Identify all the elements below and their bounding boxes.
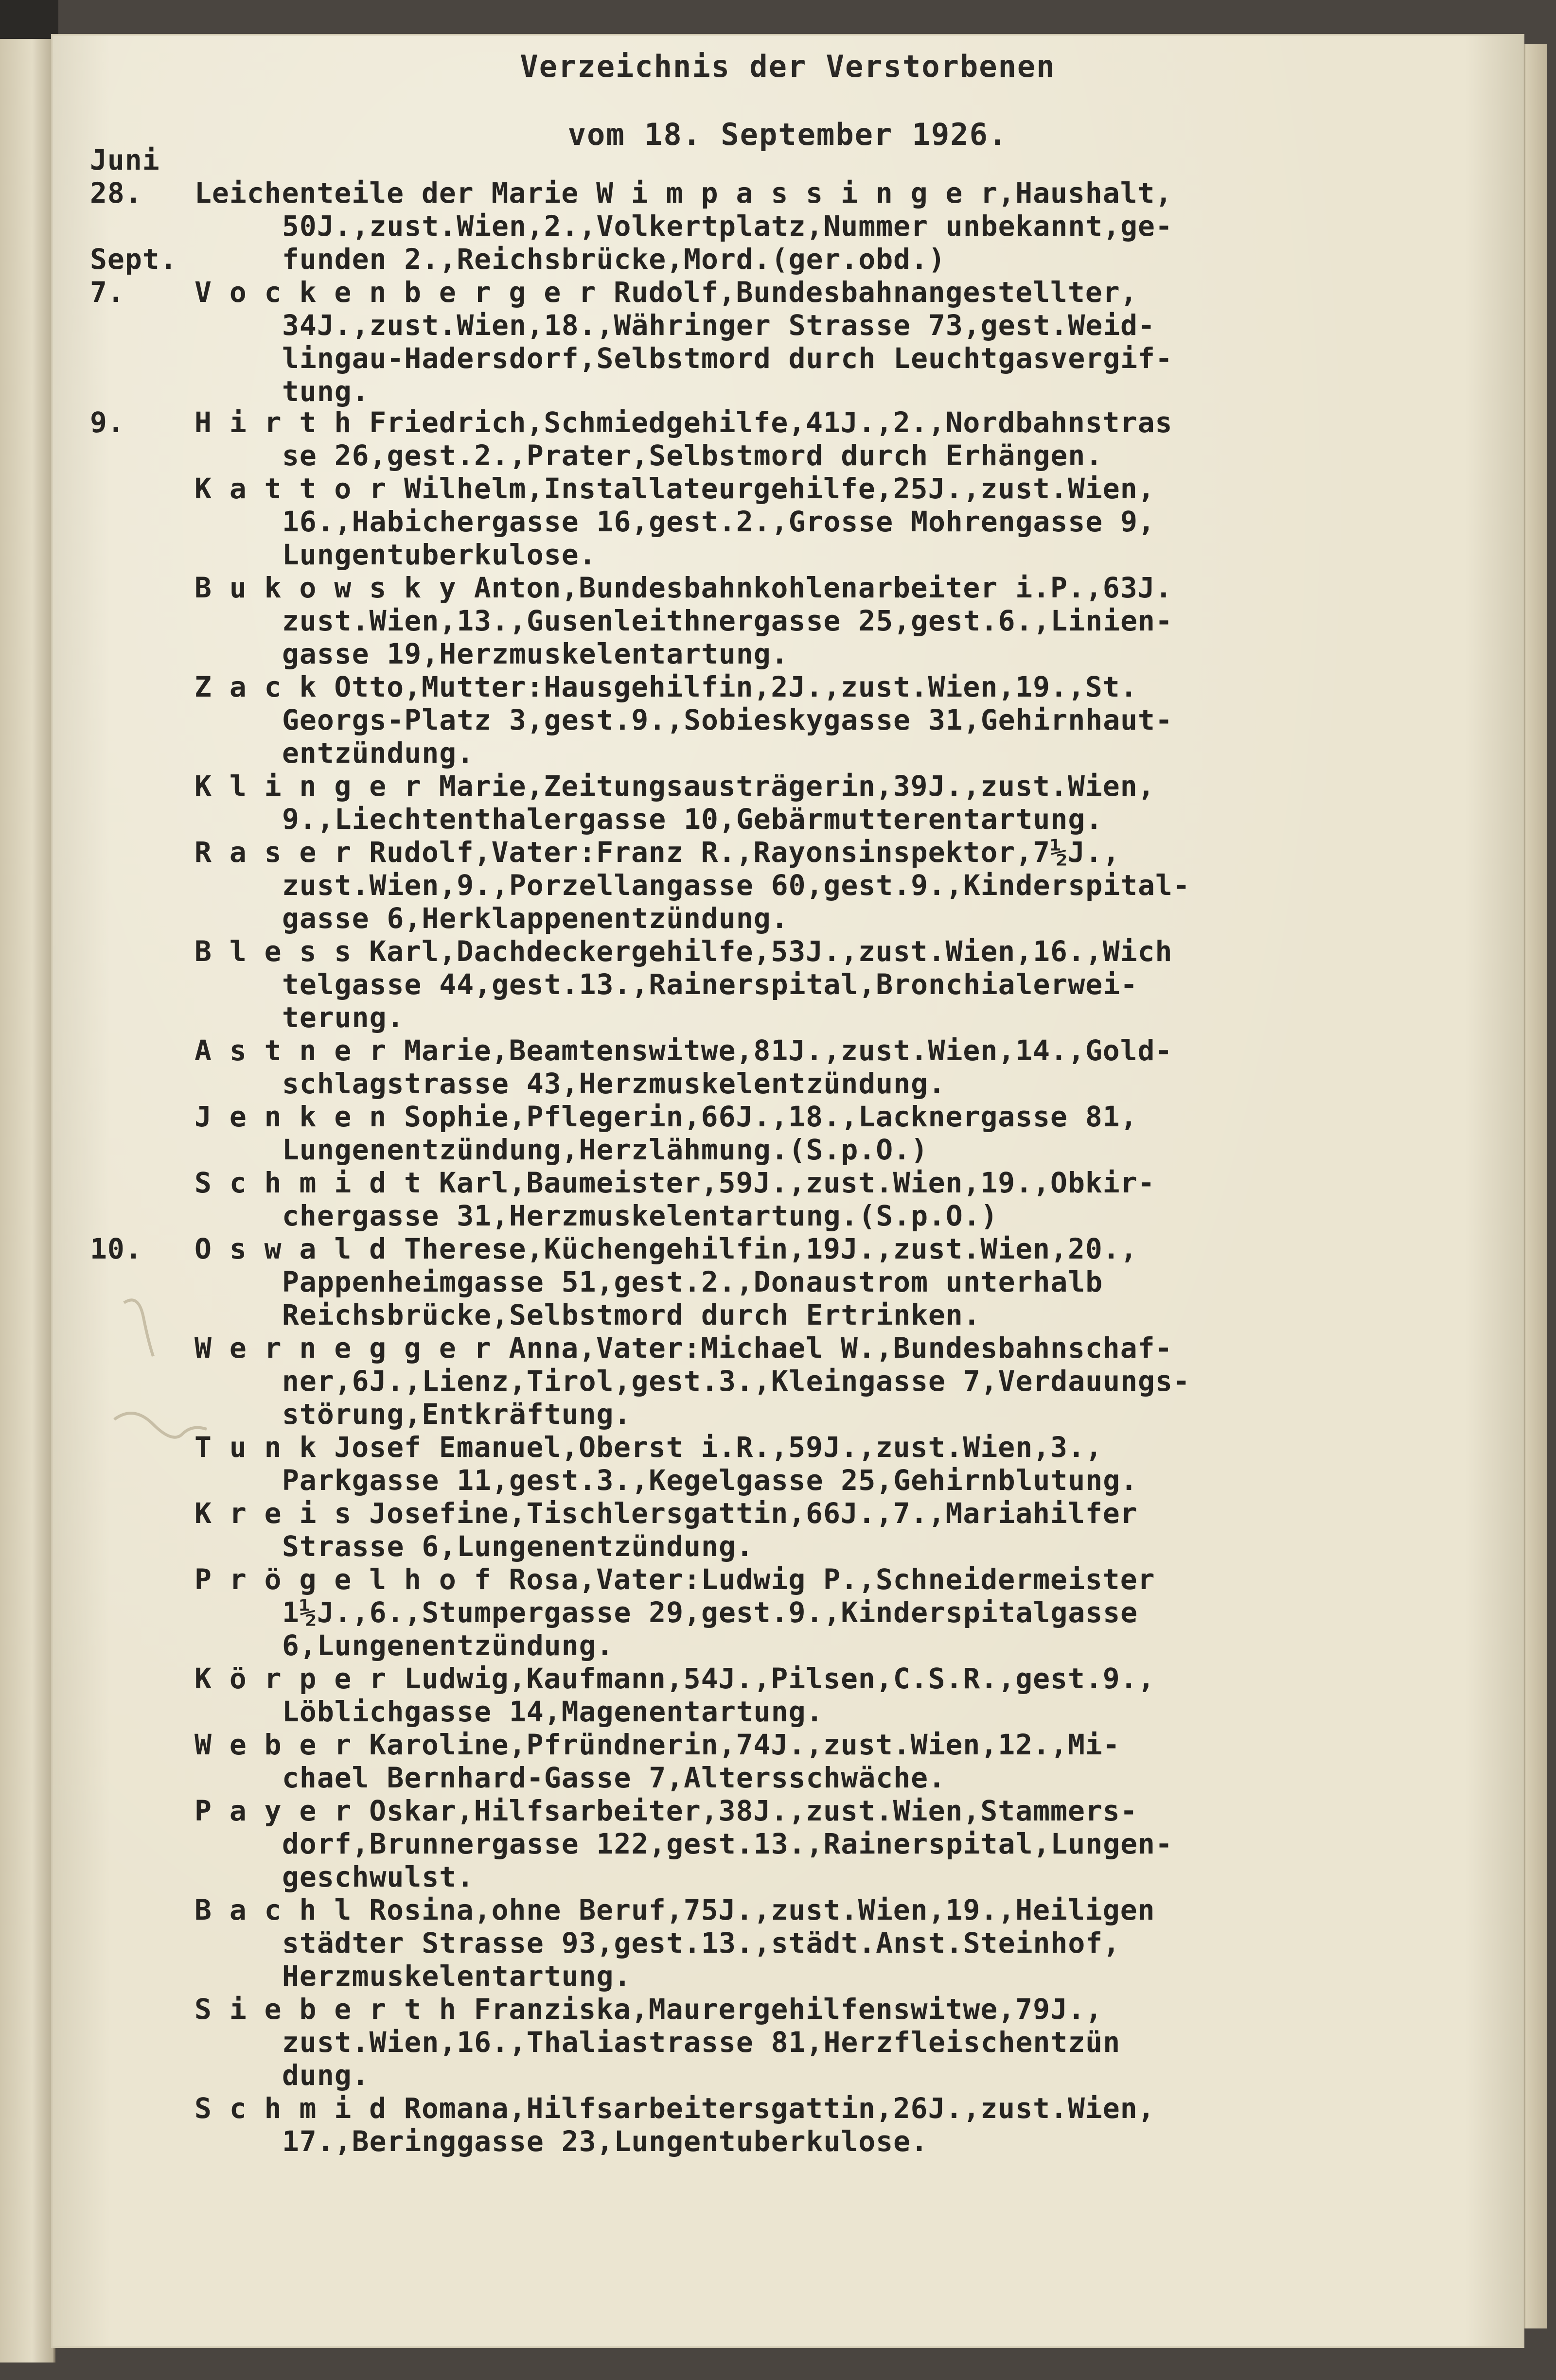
entry-line: P a y e r Oskar,Hilfsarbeiter,38J.,zust.Wien,Stammers- <box>194 1794 1138 1827</box>
entry-line: funden 2.,Reichsbrücke,Mord.(ger.obd.) <box>282 243 946 276</box>
entry-line: R a s e r Rudolf,Vater:Franz R.,Rayonsinspektor,7½J., <box>194 836 1120 869</box>
entry-line: 9.,Liechtenthalergasse 10,Gebärmutterentartung. <box>282 803 1103 836</box>
entry-line: Z a c k Otto,Mutter:Hausgehilfin,2J.,zust.Wien,19.,St. <box>194 670 1138 703</box>
entry-line: chergasse 31,Herzmuskelentartung.(S.p.O.) <box>282 1199 998 1232</box>
entry-line: W e r n e g g e r Anna,Vater:Michael W.,Bundesbahnschaf- <box>194 1331 1173 1365</box>
entry-line: Lungentuberkulose. <box>282 538 597 571</box>
entry-line: dung. <box>282 2059 370 2092</box>
entry-line: Herzmuskelentartung. <box>282 1960 632 1993</box>
entry-line: S c h m i d t Karl,Baumeister,59J.,zust.Wien,19.,Obkir- <box>194 1166 1155 1199</box>
entry-line: entzündung. <box>282 736 475 770</box>
entry-line: Reichsbrücke,Selbstmord durch Ertrinken. <box>282 1298 981 1331</box>
entry-line: T u n k Josef Emanuel,Oberst i.R.,59J.,zust.Wien,3., <box>194 1431 1103 1464</box>
entry-line: K a t t o r Wilhelm,Installateurgehilfe,25J.,zust.Wien, <box>194 472 1155 505</box>
entry-line: gasse 19,Herzmuskelentartung. <box>282 637 789 670</box>
facing-page-edge <box>0 39 55 2362</box>
page-stack-edge <box>1524 44 1547 2328</box>
entry-line: chael Bernhard-Gasse 7,Altersschwäche. <box>282 1761 946 1794</box>
entry-line: Strasse 6,Lungenentzündung. <box>282 1530 754 1563</box>
entry-line: Juni <box>90 143 160 176</box>
entry-line: geschwulst. <box>282 1860 475 1893</box>
entry-line: W e b e r Karoline,Pfründnerin,74J.,zust.Wien,12.,Mi- <box>194 1728 1120 1761</box>
entry-line: Georgs-Platz 3,gest.9.,Sobieskygasse 31,Gehirnhaut- <box>282 703 1173 736</box>
handwritten-marginalia <box>105 1274 250 1517</box>
entry-line: terung. <box>282 1001 405 1034</box>
entry-line: 17.,Beringgasse 23,Lungentuberkulose. <box>282 2125 929 2158</box>
entry-line: zust.Wien,16.,Thaliastrasse 81,Herzfleischentzün <box>282 2026 1121 2059</box>
entry-line: S i e b e r t h Franziska,Maurergehilfenswitwe,79J., <box>194 1993 1103 2026</box>
entry-line: zust.Wien,9.,Porzellangasse 60,gest.9.,Kinderspital- <box>282 869 1190 902</box>
entry-line: P r ö g e l h o f Rosa,Vater:Ludwig P.,Schneidermeister <box>194 1563 1155 1596</box>
entry-line: dorf,Brunnergasse 122,gest.13.,Rainerspital,Lungen- <box>282 1827 1173 1860</box>
entry-line: Pappenheimgasse 51,gest.2.,Donaustrom unterhalb <box>282 1265 1103 1298</box>
entry-line: B l e s s Karl,Dachdeckergehilfe,53J.,zust.Wien,16.,Wich <box>194 935 1173 968</box>
entry-line: S c h m i d Romana,Hilfsarbeitersgattin,26J.,zust.Wien, <box>194 2092 1155 2125</box>
entry-line: J e n k e n Sophie,Pflegerin,66J.,18.,Lacknergasse 81, <box>194 1100 1138 1133</box>
document-page <box>51 34 1524 2348</box>
entry-line: O s w a l d Therese,Küchengehilfin,19J.,zust.Wien,20., <box>194 1232 1138 1265</box>
entry-line: gasse 6,Herklappenentzündung. <box>282 902 789 935</box>
entry-line: Löblichgasse 14,Magenentartung. <box>282 1695 824 1728</box>
entry-line: H i r t h Friedrich,Schmiedgehilfe,41J.,2.,Nordbahnstras <box>194 406 1173 439</box>
entry-line: 7. <box>90 276 125 309</box>
entry-line: lingau-Hadersdorf,Selbstmord durch Leuchtgasvergif- <box>282 342 1173 375</box>
page-title: Verzeichnis der Verstorbenen <box>520 49 1056 84</box>
entry-line: 34J.,zust.Wien,18.,Währinger Strasse 73,gest.Weid- <box>282 309 1155 342</box>
entry-line: 10. <box>90 1232 142 1265</box>
entry-line: zust.Wien,13.,Gusenleithnergasse 25,gest.6.,Linien- <box>282 604 1173 637</box>
entry-line: störung,Entkräftung. <box>282 1398 632 1431</box>
entry-line: B a c h l Rosina,ohne Beruf,75J.,zust.Wien,19.,Heiligen <box>194 1893 1155 1926</box>
entry-line: se 26,gest.2.,Prater,Selbstmord durch Erhängen. <box>282 439 1103 472</box>
entry-line: ner,6J.,Lienz,Tirol,gest.3.,Kleingasse 7,Verdauungs- <box>282 1365 1190 1398</box>
entry-line: A s t n e r Marie,Beamtenswitwe,81J.,zust.Wien,14.,Gold- <box>194 1034 1173 1067</box>
entry-line: 16.,Habichergasse 16,gest.2.,Grosse Mohrengasse 9, <box>282 505 1155 538</box>
entry-line: 9. <box>90 406 125 439</box>
entry-line: Sept. <box>90 243 177 276</box>
binding-edge <box>0 0 58 39</box>
entry-line: städter Strasse 93,gest.13.,städt.Anst.Steinhof, <box>282 1926 1121 1960</box>
entry-line: K r e i s Josefine,Tischlersgattin,66J.,7.,Mariahilfer <box>194 1497 1138 1530</box>
entry-line: 50J.,zust.Wien,2.,Volkertplatz,Nummer unbekannt,ge- <box>282 210 1173 243</box>
entry-line: schlagstrasse 43,Herzmuskelentzündung. <box>282 1067 946 1100</box>
entry-line: 6,Lungenentzündung. <box>282 1629 614 1662</box>
entry-line: K l i n g e r Marie,Zeitungsausträgerin,39J.,zust.Wien, <box>194 770 1155 803</box>
entry-line: telgasse 44,gest.13.,Rainerspital,Bronchialerwei- <box>282 968 1138 1001</box>
page-subtitle: vom 18. September 1926. <box>567 117 1008 152</box>
entry-line: V o c k e n b e r g e r Rudolf,Bundesbahnangestellter, <box>194 276 1138 309</box>
entry-line: Lungenentzündung,Herzlähmung.(S.p.O.) <box>282 1133 929 1166</box>
entry-line: tung. <box>282 375 370 408</box>
entry-line: 1½J.,6.,Stumpergasse 29,gest.9.,Kinderspitalgasse <box>282 1596 1138 1629</box>
entry-line: 28. <box>90 176 142 210</box>
entry-line: Leichenteile der Marie W i m p a s s i n g e r,Haushalt, <box>194 176 1173 210</box>
entry-line: B u k o w s k y Anton,Bundesbahnkohlenarbeiter i.P.,63J. <box>194 571 1173 604</box>
entry-line: Parkgasse 11,gest.3.,Kegelgasse 25,Gehirnblutung. <box>282 1464 1138 1497</box>
entry-line: K ö r p e r Ludwig,Kaufmann,54J.,Pilsen,C.S.R.,gest.9., <box>194 1662 1155 1695</box>
